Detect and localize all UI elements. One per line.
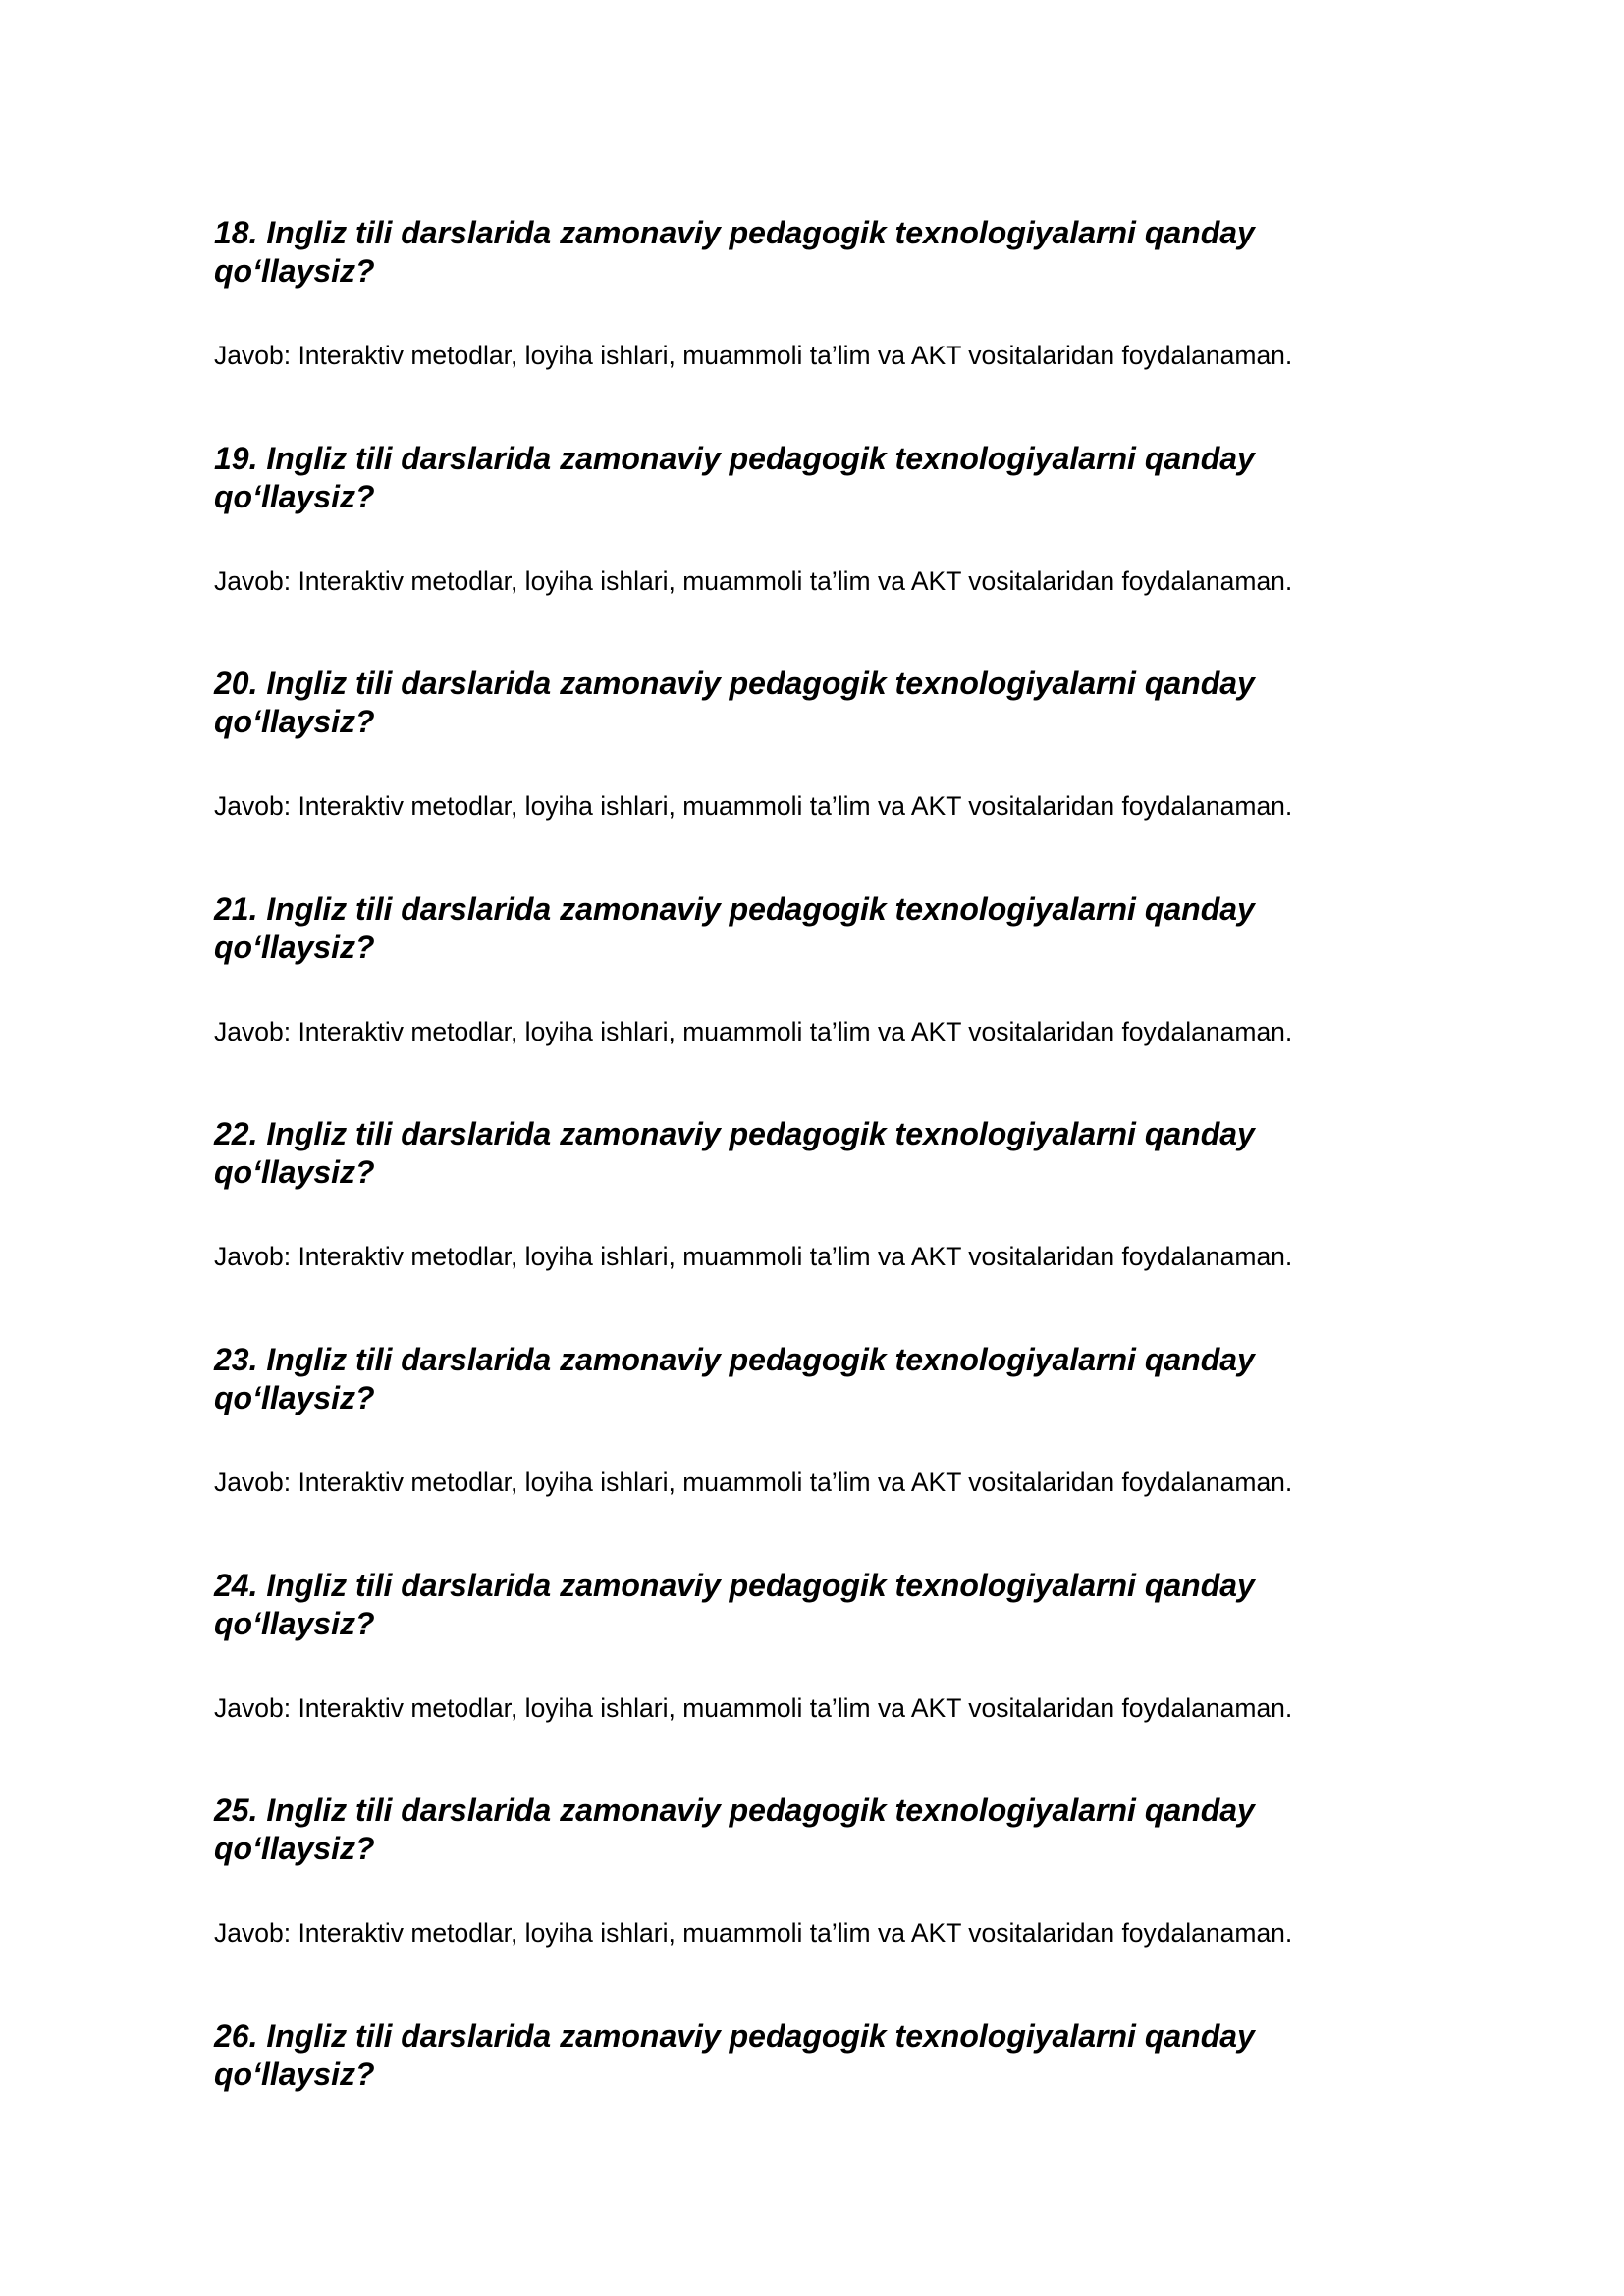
question-heading: 23. Ingliz tili darslarida zamonaviy pedagogik texnologiyalarni qanday qo‘llaysiz? [214,1341,1255,1415]
answer-text: Javob: Interaktiv metodlar, loyiha ishlari, muammoli ta’lim va AKT vositalaridan foydalanaman. [214,565,1293,596]
qa-item-18 [214,214,1422,440]
answer-text: Javob: Interaktiv metodlar, loyiha ishlari, muammoli ta’lim va AKT vositalaridan foydalanaman. [214,791,1293,822]
question-heading: 22. Ingliz tili darslarida zamonaviy pedagogik texnologiyalarni qanday qo‘llaysiz? [214,1116,1255,1191]
qa-item-25 [214,1791,1422,2017]
question-heading: 20. Ingliz tili darslarida zamonaviy pedagogik texnologiyalarni qanday qo‘llaysiz? [214,666,1255,740]
qa-item-26 [214,2017,1422,2243]
qa-item-22 [214,1115,1422,1341]
question-heading: 18. Ingliz tili darslarida zamonaviy pedagogik texnologiyalarni qanday qo‘llaysiz? [214,215,1255,289]
question-heading: 26. Ingliz tili darslarida zamonaviy pedagogik texnologiyalarni qanday qo‘llaysiz? [214,2017,1255,2092]
qa-item-20 [214,665,1422,890]
answer-text: Javob: Interaktiv metodlar, loyiha ishlari, muammoli ta’lim va AKT vositalaridan foydalanaman. [214,1692,1293,1723]
answer-text: Javob: Interaktiv metodlar, loyiha ishlari, muammoli ta’lim va AKT vositalaridan foydalanaman. [214,1016,1293,1046]
qa-item-19 [214,440,1422,666]
qa-item-23 [214,1341,1422,1567]
qa-item-24 [214,1567,1422,1792]
question-heading: 24. Ingliz tili darslarida zamonaviy pedagogik texnologiyalarni qanday qo‘llaysiz? [214,1567,1255,1641]
answer-text: Javob: Interaktiv metodlar, loyiha ishlari, muammoli ta’lim va AKT vositalaridan foydalanaman. [214,1467,1293,1497]
document-page [214,214,1422,2242]
question-heading: 19. Ingliz tili darslarida zamonaviy pedagogik texnologiyalarni qanday qo‘llaysiz? [214,440,1255,514]
answer-text: Javob: Interaktiv metodlar, loyiha ishlari, muammoli ta’lim va AKT vositalaridan foydalanaman. [214,1918,1293,1949]
question-heading: 25. Ingliz tili darslarida zamonaviy pedagogik texnologiyalarni qanday qo‘llaysiz? [214,1792,1255,1867]
answer-text: Javob: Interaktiv metodlar, loyiha ishlari, muammoli ta’lim va AKT vositalaridan foydalanaman. [214,1242,1293,1272]
answer-text: Javob: Interaktiv metodlar, loyiha ishlari, muammoli ta’lim va AKT vositalaridan foydalanaman. [214,341,1293,370]
qa-item-21 [214,890,1422,1116]
question-heading: 21. Ingliz tili darslarida zamonaviy pedagogik texnologiyalarni qanday qo‘llaysiz? [214,890,1255,965]
